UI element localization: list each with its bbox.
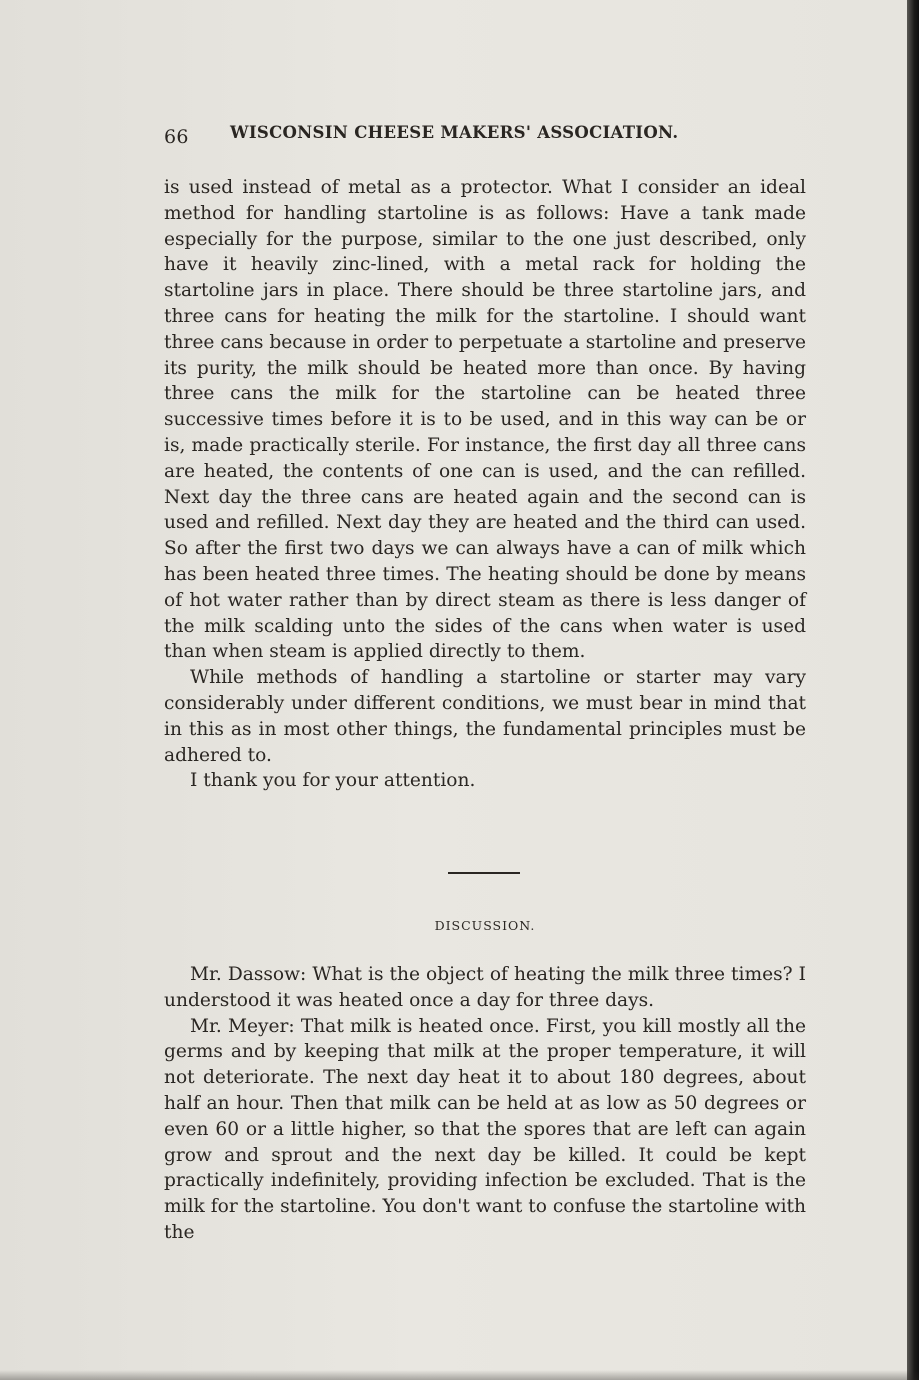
running-head (164, 120, 804, 150)
discussion-paragraph-meyer: Mr. Meyer: That milk is heated once. First, you kill mostly all the germs and by keeping that milk at the proper temperature, it will not deteriorate. The next day heat it to about 180 degrees, about half an hour. Then that milk can be held at as low as 50 degrees or even 60 or a little higher, so that the spores that are left can again grow and sprout and the next day be killed. It could be kept practically indefinitely, providing infection be excluded. That is the milk for the startoline. You don't want to confuse the startoline with the (164, 1015, 806, 1243)
paragraph-methods: While methods of handling a startoline or starter may vary considerably under different conditions, we must bear in mind that in this as in most other things, the fundamental principles must be adhered to. (164, 667, 806, 766)
paragraph-thanks: I thank you for your attention. (190, 770, 476, 792)
section-divider (448, 872, 520, 874)
discussion-paragraph-dassow: Mr. Dassow: What is the object of heating the milk three times? I understood it was heated once a day for three days. (164, 964, 806, 1011)
page-number: 66 (164, 126, 189, 148)
discussion-text (164, 962, 806, 1246)
paragraph-continued: is used instead of metal as a protector. What I consider an ideal method for handling startoline is as follows: Have a tank made especially for the purpose, similar to the one just described, only have it heavily zinc-lined, with a metal rack for holding the startoline jars in place. There should be three startoline jars, and three cans for heating the milk for the startoline. I should want three cans because in order to perpetuate a startoline and preserve its purity, the milk should be heated more than once. By having three cans the milk for the startoline can be heated three successive times before it is to be used, and in this way can be or is, made practically sterile. For instance, the first day all three cans are heated, the contents of one can is used, and the can refilled. Next day the three cans are heated again and the second can is used and refilled. Next day they are heated and the third can used. So after the first two days we can always have a can of milk which has been heated three times. The heating should be done by means of hot water rather than by direct steam as there is less danger of the milk scalding unto the sides of the cans when water is used than when steam is applied directly to them. (164, 177, 806, 663)
discussion-heading: DISCUSSION. (434, 918, 536, 933)
header-title: WISCONSIN CHEESE MAKERS' ASSOCIATION. (230, 123, 679, 142)
body-text (164, 175, 806, 794)
page-edge-shadow (907, 0, 919, 1380)
page-bottom-shadow (0, 1370, 919, 1380)
